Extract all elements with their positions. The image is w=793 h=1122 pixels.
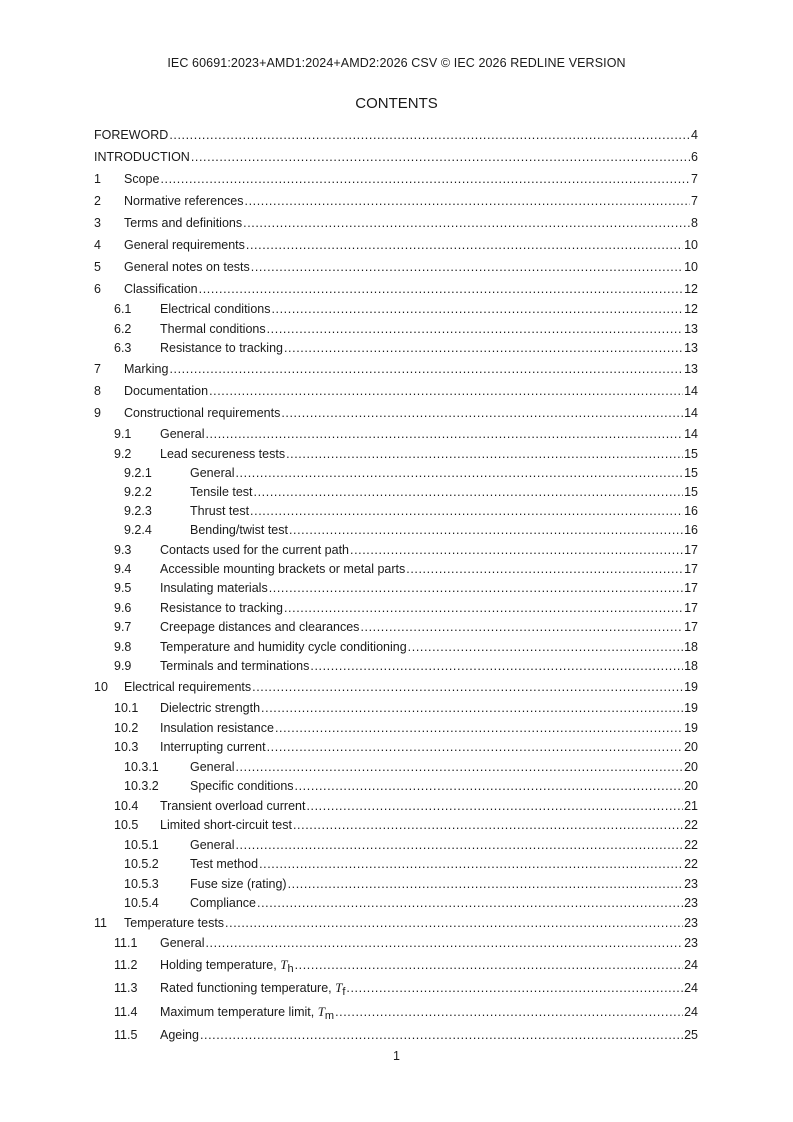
toc-entry-number: 11.4 <box>114 1005 138 1019</box>
toc-entry-number: 9.4 <box>114 561 132 576</box>
toc-entry-page: 12 <box>684 302 698 316</box>
toc-entry[interactable] <box>94 256 698 278</box>
dot-leader <box>235 836 683 856</box>
toc-entry-page: 23 <box>684 876 698 891</box>
toc-entry[interactable] <box>94 618 698 638</box>
toc-entry-number: 9.2 <box>114 446 132 461</box>
toc-entry-title: Lead secureness tests <box>160 446 286 461</box>
toc-entry[interactable] <box>94 894 698 914</box>
toc-entry[interactable] <box>94 445 698 464</box>
toc-entry-page: 15 <box>684 484 698 499</box>
toc-entry-page: 20 <box>684 740 698 754</box>
dot-leader <box>261 698 683 719</box>
dot-leader <box>169 124 690 146</box>
toc-entry[interactable] <box>94 976 698 1000</box>
toc-entry-number: 9.7 <box>114 620 132 634</box>
toc-entry-page: 24 <box>684 958 698 972</box>
toc-entry-number: 10.1 <box>114 700 139 715</box>
toc-entry[interactable] <box>94 698 698 719</box>
toc-entry[interactable] <box>94 677 698 698</box>
toc-entry[interactable] <box>94 300 698 320</box>
toc-entry-number: 11 <box>94 915 107 930</box>
toc-entry[interactable] <box>94 933 698 954</box>
dot-leader <box>284 339 683 359</box>
temperature-symbol: T <box>335 980 343 995</box>
toc-entry-title: Temperature and humidity cycle conditioning <box>160 639 407 654</box>
toc-entry-title: Resistance to tracking <box>160 600 283 615</box>
toc-entry[interactable] <box>94 738 698 758</box>
toc-entry[interactable] <box>94 380 698 402</box>
toc-entry-number: 10.2 <box>114 720 139 735</box>
document-header: IEC 60691:2023+AMD1:2024+AMD2:2026 CSV © IEC 2026 REDLINE VERSION <box>167 56 626 70</box>
toc-entry-page: 19 <box>684 700 698 715</box>
toc-entry-page: 17 <box>684 581 698 595</box>
dot-leader <box>286 445 683 464</box>
toc-entry-title: Insulation resistance <box>160 720 274 735</box>
toc-entry[interactable] <box>94 1000 698 1024</box>
toc-entry[interactable] <box>94 402 698 424</box>
toc-entry[interactable] <box>94 875 698 895</box>
dot-leader <box>243 212 690 234</box>
dot-leader <box>209 380 683 402</box>
dot-leader <box>335 1000 683 1024</box>
toc-entry[interactable] <box>94 464 698 483</box>
toc-entry[interactable] <box>94 339 698 359</box>
toc-entry-page: 7 <box>691 172 698 186</box>
dot-leader <box>269 579 683 599</box>
toc-entry-page: 13 <box>684 321 698 336</box>
toc-entry[interactable] <box>94 278 698 300</box>
toc-entry-page: 22 <box>684 857 698 871</box>
toc-entry-number: 5 <box>94 260 101 274</box>
toc-entry-title: Limited short-circuit test <box>160 818 292 832</box>
dot-leader <box>306 797 683 817</box>
toc-entry-title: Classification <box>124 282 198 296</box>
temperature-symbol-subscript: m <box>324 1010 335 1022</box>
toc-entry-title: Documentation <box>124 383 209 398</box>
toc-entry-title: General <box>190 759 235 774</box>
dot-leader <box>271 300 683 320</box>
dot-leader <box>235 758 683 778</box>
toc-entry-number: 9.5 <box>114 581 132 595</box>
toc-entry-title: General <box>190 465 235 480</box>
toc-entry[interactable] <box>94 359 698 380</box>
toc-entry-title: Scope <box>124 172 160 186</box>
toc-entry[interactable] <box>94 758 698 778</box>
dot-leader <box>408 638 683 658</box>
toc-entry[interactable] <box>94 540 698 560</box>
dot-leader <box>169 359 683 380</box>
toc-entry-page: 17 <box>684 542 698 557</box>
toc-entry-page: 17 <box>684 600 698 615</box>
toc-entry-title: Test method <box>190 857 259 871</box>
toc-entry-title: Dielectric strength <box>160 700 261 715</box>
dot-leader <box>191 146 690 168</box>
toc-entry[interactable] <box>94 560 698 580</box>
toc-entry-page: 14 <box>684 405 698 420</box>
toc-entry-number: 10.3.1 <box>124 759 159 774</box>
toc-entry-number: 11.1 <box>114 936 138 950</box>
toc-entry-title: Constructional requirements <box>124 405 281 420</box>
dot-leader <box>295 777 684 797</box>
toc-entry[interactable] <box>94 579 698 599</box>
toc-entry-number: 10 <box>94 679 108 694</box>
temperature-symbol-subscript: h <box>287 963 294 975</box>
dot-leader <box>257 894 683 914</box>
toc-entry-number: 7 <box>94 361 101 376</box>
dot-leader <box>251 256 683 278</box>
toc-entry-number: 9.3 <box>114 542 132 557</box>
toc-entry-page: 21 <box>684 798 698 813</box>
toc-entry-number: 9.2.4 <box>124 522 152 537</box>
toc-entry-title: Maximum temperature limit, $T_m$ <box>160 1004 335 1022</box>
toc-entry-title: Specific conditions <box>190 779 294 793</box>
toc-entry-number: 10.5 <box>114 818 139 832</box>
toc-entry-page: 6 <box>691 150 698 164</box>
toc-entry-number: 11.5 <box>114 1028 138 1042</box>
toc-entry-number: 10.5.1 <box>124 837 159 852</box>
toc-entry-number: 10.4 <box>114 798 139 813</box>
toc-entry-number: 10.3.2 <box>124 779 159 793</box>
toc-entry-number: 2 <box>94 194 101 208</box>
dot-leader <box>406 560 683 580</box>
dot-leader <box>235 464 683 483</box>
toc-entry-title: Marking <box>124 361 169 376</box>
toc-entry-number: 6.1 <box>114 302 132 316</box>
toc-entry[interactable] <box>94 777 698 797</box>
dot-leader <box>360 618 683 638</box>
dot-leader <box>310 657 683 677</box>
toc-entry-title: Creepage distances and clearances <box>160 620 360 634</box>
toc-entry[interactable] <box>94 657 698 677</box>
toc-entry-number: 6 <box>94 282 101 296</box>
toc-entry-number: 9.6 <box>114 600 132 615</box>
toc-entry-page: 20 <box>684 779 698 793</box>
toc-entry-page: 19 <box>684 720 698 735</box>
toc-entry-page: 19 <box>684 679 698 694</box>
toc-entry-title: General <box>190 837 235 852</box>
dot-leader <box>254 483 684 502</box>
toc-entry-title: Compliance <box>190 896 257 910</box>
toc-entry-page: 25 <box>684 1028 698 1042</box>
toc-entry-page: 20 <box>684 759 698 774</box>
toc-entry-title: General notes on tests <box>124 260 250 274</box>
toc-entry-page: 16 <box>684 503 698 518</box>
toc-entry-number: 10.5.2 <box>124 857 159 871</box>
toc-entry-page: 22 <box>684 837 698 852</box>
toc-entry[interactable] <box>94 320 698 340</box>
contents-title: CONTENTS <box>355 95 438 112</box>
toc-entry[interactable] <box>94 521 698 540</box>
dot-leader <box>350 540 683 560</box>
dot-leader <box>250 502 683 521</box>
dot-leader <box>275 719 683 739</box>
toc-entry-number: 9 <box>94 405 101 420</box>
toc-entry-title: Thermal conditions <box>160 321 266 336</box>
toc-entry-number: 10.3 <box>114 740 139 754</box>
toc-entry-page: 14 <box>684 383 698 398</box>
toc-entry-page: 17 <box>684 561 698 576</box>
toc-entry-page: 15 <box>684 446 698 461</box>
dot-leader <box>267 320 683 340</box>
toc-entry[interactable] <box>94 502 698 521</box>
toc-entry-number: 9.8 <box>114 639 132 654</box>
toc-entry-page: 12 <box>684 282 698 296</box>
toc-entry-page: 4 <box>691 128 698 142</box>
toc-entry-title: Terms and definitions <box>124 216 243 230</box>
dot-leader <box>267 738 683 758</box>
toc-entry[interactable] <box>94 599 698 619</box>
dot-leader <box>281 402 683 424</box>
toc-entry-page: 23 <box>684 936 698 950</box>
toc-entry-number: 9.2.2 <box>124 484 152 499</box>
toc-entry-title: Tensile test <box>190 484 253 499</box>
dot-leader <box>288 875 684 895</box>
toc-entry[interactable] <box>94 836 698 856</box>
toc-entry-number: 6.3 <box>114 341 132 355</box>
toc-entry[interactable] <box>94 719 698 739</box>
toc-entry-number: 11.3 <box>114 981 138 995</box>
dot-leader <box>205 424 683 445</box>
dot-leader <box>284 599 683 619</box>
toc-entry-number: 9.1 <box>114 426 132 441</box>
toc-entry-number: 1 <box>94 172 101 186</box>
toc-entry-title: Electrical requirements <box>124 679 252 694</box>
toc-entry-page: 18 <box>684 639 698 654</box>
toc-entry[interactable] <box>94 168 698 190</box>
toc-entry-number: 8 <box>94 383 101 398</box>
toc-entry-page: 24 <box>684 1005 698 1019</box>
toc-entry-title: Terminals and terminations <box>160 659 310 673</box>
toc-entry[interactable] <box>94 816 698 836</box>
toc-entry-title: Fuse size (rating) <box>190 876 287 891</box>
toc-entry-number: 6.2 <box>114 321 132 336</box>
toc-entry-page: 18 <box>684 659 698 673</box>
toc-entry-page: 10 <box>684 260 698 274</box>
toc-entry-page: 15 <box>684 465 698 480</box>
toc-entry-number: 9.2.3 <box>124 503 152 518</box>
toc-entry-title: Holding temperature, $T_h$ <box>160 957 294 975</box>
toc-entry-page: 24 <box>684 981 698 995</box>
toc-entry-title: FOREWORD <box>94 128 169 142</box>
toc-entry-title: INTRODUCTION <box>94 150 190 164</box>
page-number: 1 <box>393 1049 400 1063</box>
dot-leader <box>295 954 684 976</box>
toc-entry[interactable] <box>94 954 698 976</box>
toc-entry-page: 14 <box>684 426 698 441</box>
toc-entry[interactable] <box>94 124 698 146</box>
toc-entry-number: 4 <box>94 238 101 252</box>
toc-entry[interactable] <box>94 424 698 445</box>
dot-leader <box>246 234 683 256</box>
toc-entry-title: Electrical conditions <box>160 302 271 316</box>
toc-entry[interactable] <box>94 638 698 658</box>
dot-leader <box>245 190 691 212</box>
toc-entry[interactable] <box>94 146 698 168</box>
toc-entry-number: 11.2 <box>114 958 138 972</box>
toc-entry-page: 22 <box>684 818 698 832</box>
temperature-symbol: T <box>317 1004 325 1019</box>
toc-entry-title: Temperature tests <box>124 915 225 930</box>
toc-entry[interactable] <box>94 855 698 875</box>
toc-entry-title: Contacts used for the current path <box>160 542 349 557</box>
toc-entry-page: 7 <box>691 194 698 208</box>
toc-entry-page: 16 <box>684 522 698 537</box>
toc-entry-page: 13 <box>684 341 698 355</box>
toc-entry-page: 13 <box>684 361 698 376</box>
dot-leader <box>293 816 683 836</box>
toc-entry-number: 9.9 <box>114 659 132 673</box>
table-of-contents <box>94 124 698 1047</box>
toc-entry-number: 9.2.1 <box>124 465 152 480</box>
toc-entry-title: General requirements <box>124 238 245 252</box>
toc-entry-title: Transient overload current <box>160 798 306 813</box>
toc-entry-title: Ageing <box>160 1028 199 1042</box>
toc-entry-page: 23 <box>684 896 698 910</box>
toc-entry-number: 3 <box>94 216 101 230</box>
toc-entry[interactable] <box>94 483 698 502</box>
dot-leader <box>346 976 683 1000</box>
toc-entry-number: 10.5.3 <box>124 876 159 891</box>
toc-entry-title: Accessible mounting brackets or metal parts <box>160 561 406 576</box>
toc-entry-title: Interrupting current <box>160 740 266 754</box>
toc-entry-page: 10 <box>684 238 698 252</box>
toc-entry-title: Resistance to tracking <box>160 341 283 355</box>
toc-entry-page: 8 <box>691 216 698 230</box>
toc-entry[interactable] <box>94 914 698 934</box>
temperature-symbol-subscript: f <box>342 986 346 998</box>
dot-leader <box>205 933 683 954</box>
dot-leader <box>200 1024 683 1047</box>
toc-entry-title: Insulating materials <box>160 581 268 595</box>
toc-entry-title: Normative references <box>124 194 244 208</box>
toc-entry[interactable] <box>94 234 698 256</box>
toc-entry-title: Rated functioning temperature, $T_f$ <box>160 980 346 998</box>
toc-entry-number: 10.5.4 <box>124 896 159 910</box>
temperature-symbol: T <box>280 957 288 972</box>
toc-entry-page: 17 <box>684 620 698 634</box>
dot-leader <box>225 914 683 934</box>
toc-entry[interactable] <box>94 1024 698 1047</box>
toc-entry[interactable] <box>94 797 698 817</box>
dot-leader <box>199 278 683 300</box>
toc-entry-title: General <box>160 936 205 950</box>
dot-leader <box>289 521 683 540</box>
dot-leader <box>252 677 683 698</box>
toc-entry-title: Bending/twist test <box>190 522 288 537</box>
dot-leader <box>160 168 690 190</box>
toc-entry[interactable] <box>94 190 698 212</box>
toc-entry-page: 23 <box>684 915 698 930</box>
dot-leader <box>259 855 683 875</box>
toc-entry-title: Thrust test <box>190 503 250 518</box>
toc-entry-title: General <box>160 426 205 441</box>
toc-entry[interactable] <box>94 212 698 234</box>
